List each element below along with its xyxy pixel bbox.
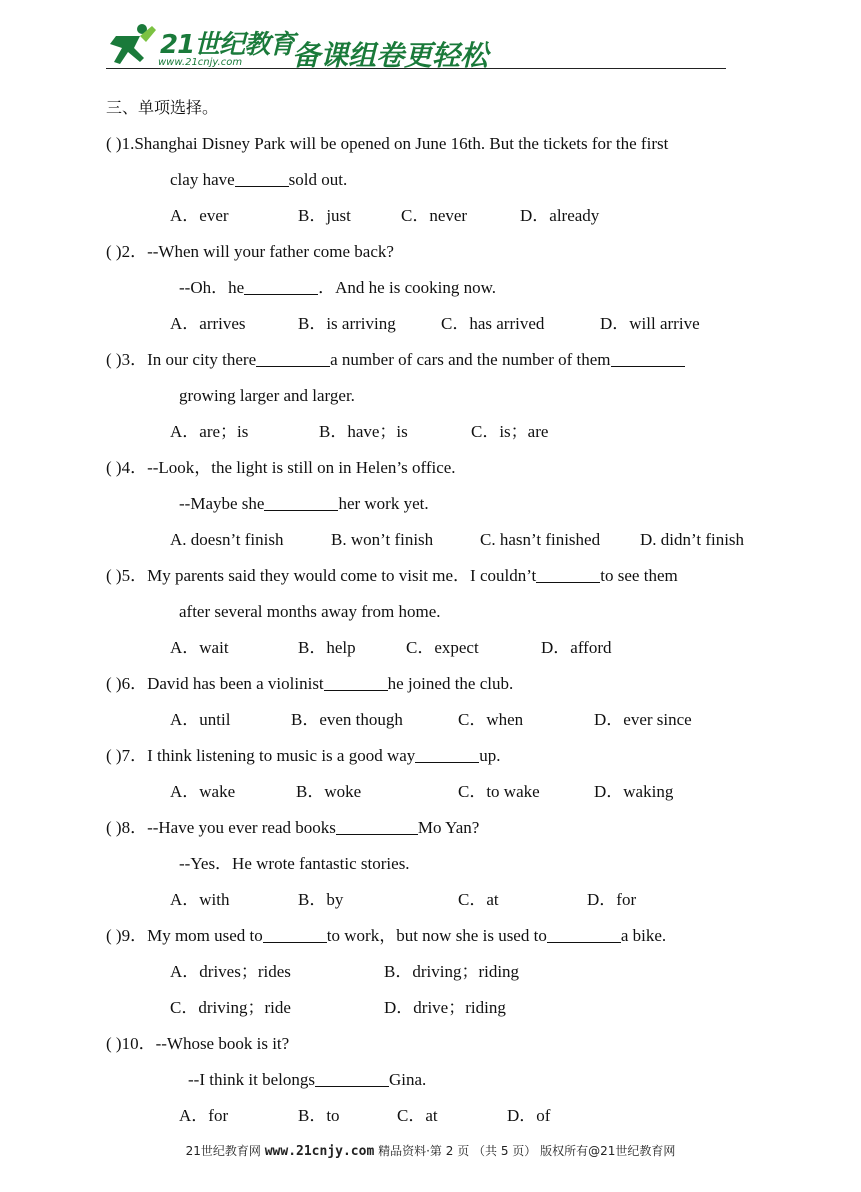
option-b: B．woke bbox=[296, 782, 362, 801]
option-b: B．by bbox=[298, 890, 344, 909]
question-10-line2: --I think it belongs Gina. bbox=[188, 1070, 427, 1089]
option-d: D．drive；riding bbox=[384, 998, 506, 1017]
option-c: C．has arrived bbox=[441, 314, 545, 333]
option-d: D．will arrive bbox=[600, 314, 700, 333]
question-4-line2: --Maybe she her work yet. bbox=[179, 494, 429, 513]
option-a: A．for bbox=[179, 1106, 229, 1125]
question-10 bbox=[106, 1034, 289, 1054]
option-d: D．afford bbox=[541, 638, 612, 657]
question-number: ( )3． bbox=[106, 350, 148, 369]
question-number: ( )10． bbox=[106, 1034, 156, 1053]
question-number: ( )2． bbox=[106, 242, 148, 261]
option-a: A．with bbox=[170, 890, 230, 909]
option-d: D．already bbox=[520, 206, 600, 225]
question-2-line2: --Oh．he ．And he is cooking now. bbox=[179, 278, 497, 297]
answer-blank bbox=[315, 1070, 389, 1087]
question-number: ( )8． bbox=[106, 818, 148, 837]
question-number: ( )5． bbox=[106, 566, 148, 585]
question-7: ( )7．I think listening to music is a good way up. bbox=[106, 746, 501, 765]
option-a: A．drives；rides bbox=[170, 962, 291, 981]
running-man-logo-icon bbox=[106, 22, 158, 68]
answer-blank bbox=[256, 350, 330, 367]
question-6: ( )6．David has been a violinist he joined the club. bbox=[106, 674, 514, 693]
option-a: A．wait bbox=[170, 638, 229, 657]
answer-blank bbox=[263, 926, 327, 943]
question-number: ( )1. bbox=[106, 134, 135, 153]
question-1-line2: clay have sold out. bbox=[170, 170, 348, 189]
option-b: B．to bbox=[298, 1106, 340, 1125]
question-2 bbox=[106, 242, 394, 262]
question-8: ( )8．--Have you ever read books Mo Yan? bbox=[106, 818, 480, 837]
question-text: --Look，the light is still on in Helen’s office. bbox=[147, 458, 456, 477]
question-8-line2: --Yes．He wrote fantastic stories. bbox=[179, 854, 410, 873]
answer-blank bbox=[264, 494, 338, 511]
footer-site: www.21cnjy.com bbox=[264, 1144, 375, 1159]
answer-blank bbox=[415, 746, 479, 763]
question-number: ( )4． bbox=[106, 458, 148, 477]
option-a: A. doesn’t finish bbox=[170, 530, 284, 549]
option-c: C．is；are bbox=[471, 422, 549, 441]
option-a: A．wake bbox=[170, 782, 236, 801]
question-3: ( )3．In our city there a number of cars and the number of them bbox=[106, 350, 685, 370]
header-slogan: 备课组卷更轻松 bbox=[292, 39, 489, 72]
answer-blank bbox=[611, 350, 685, 367]
answer-blank bbox=[547, 926, 621, 943]
answer-blank bbox=[536, 566, 600, 583]
footer-right: 精品资料·第 2 页 （共 5 页） 版权所有@21世纪教育网 bbox=[374, 1144, 676, 1158]
option-c: C．expect bbox=[406, 638, 479, 657]
question-1 bbox=[106, 134, 668, 154]
question-4 bbox=[106, 458, 456, 478]
section-title: 三、单项选择。 bbox=[106, 98, 219, 117]
option-d: D．waking bbox=[594, 782, 674, 801]
option-d: D．of bbox=[507, 1106, 551, 1125]
option-b: B．help bbox=[298, 638, 356, 657]
option-c: C．at bbox=[458, 890, 499, 909]
option-c: C．driving；ride bbox=[170, 998, 291, 1017]
option-c: C．never bbox=[401, 206, 468, 225]
option-d: D．for bbox=[587, 890, 637, 909]
logo-text: 21世纪教育 bbox=[160, 30, 295, 60]
option-b: B．even though bbox=[291, 710, 403, 729]
option-b: B．have；is bbox=[319, 422, 408, 441]
question-number: ( )9． bbox=[106, 926, 148, 945]
question-number: ( )7． bbox=[106, 746, 148, 765]
option-b: B．just bbox=[298, 206, 351, 225]
answer-blank bbox=[324, 674, 388, 691]
question-text: Shanghai Disney Park will be opened on June 16th. But the tickets for the first bbox=[134, 134, 669, 153]
option-c: C．to wake bbox=[458, 782, 540, 801]
option-d: D．ever since bbox=[594, 710, 692, 729]
header-divider bbox=[106, 68, 726, 69]
option-b: B．driving；riding bbox=[384, 962, 520, 981]
question-3-line2: growing larger and larger. bbox=[179, 386, 355, 405]
option-a: A．arrives bbox=[170, 314, 246, 333]
option-b: B．is arriving bbox=[298, 314, 396, 333]
option-c: C. hasn’t finished bbox=[480, 530, 601, 549]
question-5: ( )5．My parents said they would come to visit me．I couldn’t to see them bbox=[106, 566, 678, 585]
question-text: --Whose book is it? bbox=[155, 1034, 290, 1053]
logo-site: www.21cnjy.com bbox=[158, 57, 243, 68]
page-header bbox=[0, 0, 861, 80]
option-a: A．are；is bbox=[170, 422, 249, 441]
option-a: A．ever bbox=[170, 206, 229, 225]
question-5-line2: after several months away from home. bbox=[179, 602, 441, 621]
answer-blank bbox=[235, 170, 289, 187]
question-number: ( )6． bbox=[106, 674, 148, 693]
option-b: B. won’t finish bbox=[331, 530, 434, 549]
answer-blank bbox=[244, 278, 318, 295]
footer-left: 21世纪教育网 bbox=[185, 1144, 265, 1158]
question-text: --When will your father come back? bbox=[147, 242, 394, 261]
question-9: ( )9．My mom used to to work，but now she is used to a bike. bbox=[106, 926, 667, 945]
option-d: D. didn’t finish bbox=[640, 530, 745, 549]
answer-blank bbox=[336, 818, 418, 835]
option-c: C．at bbox=[397, 1106, 438, 1125]
option-a: A．until bbox=[170, 710, 231, 729]
option-c: C．when bbox=[458, 710, 524, 729]
page-footer bbox=[0, 1142, 861, 1159]
